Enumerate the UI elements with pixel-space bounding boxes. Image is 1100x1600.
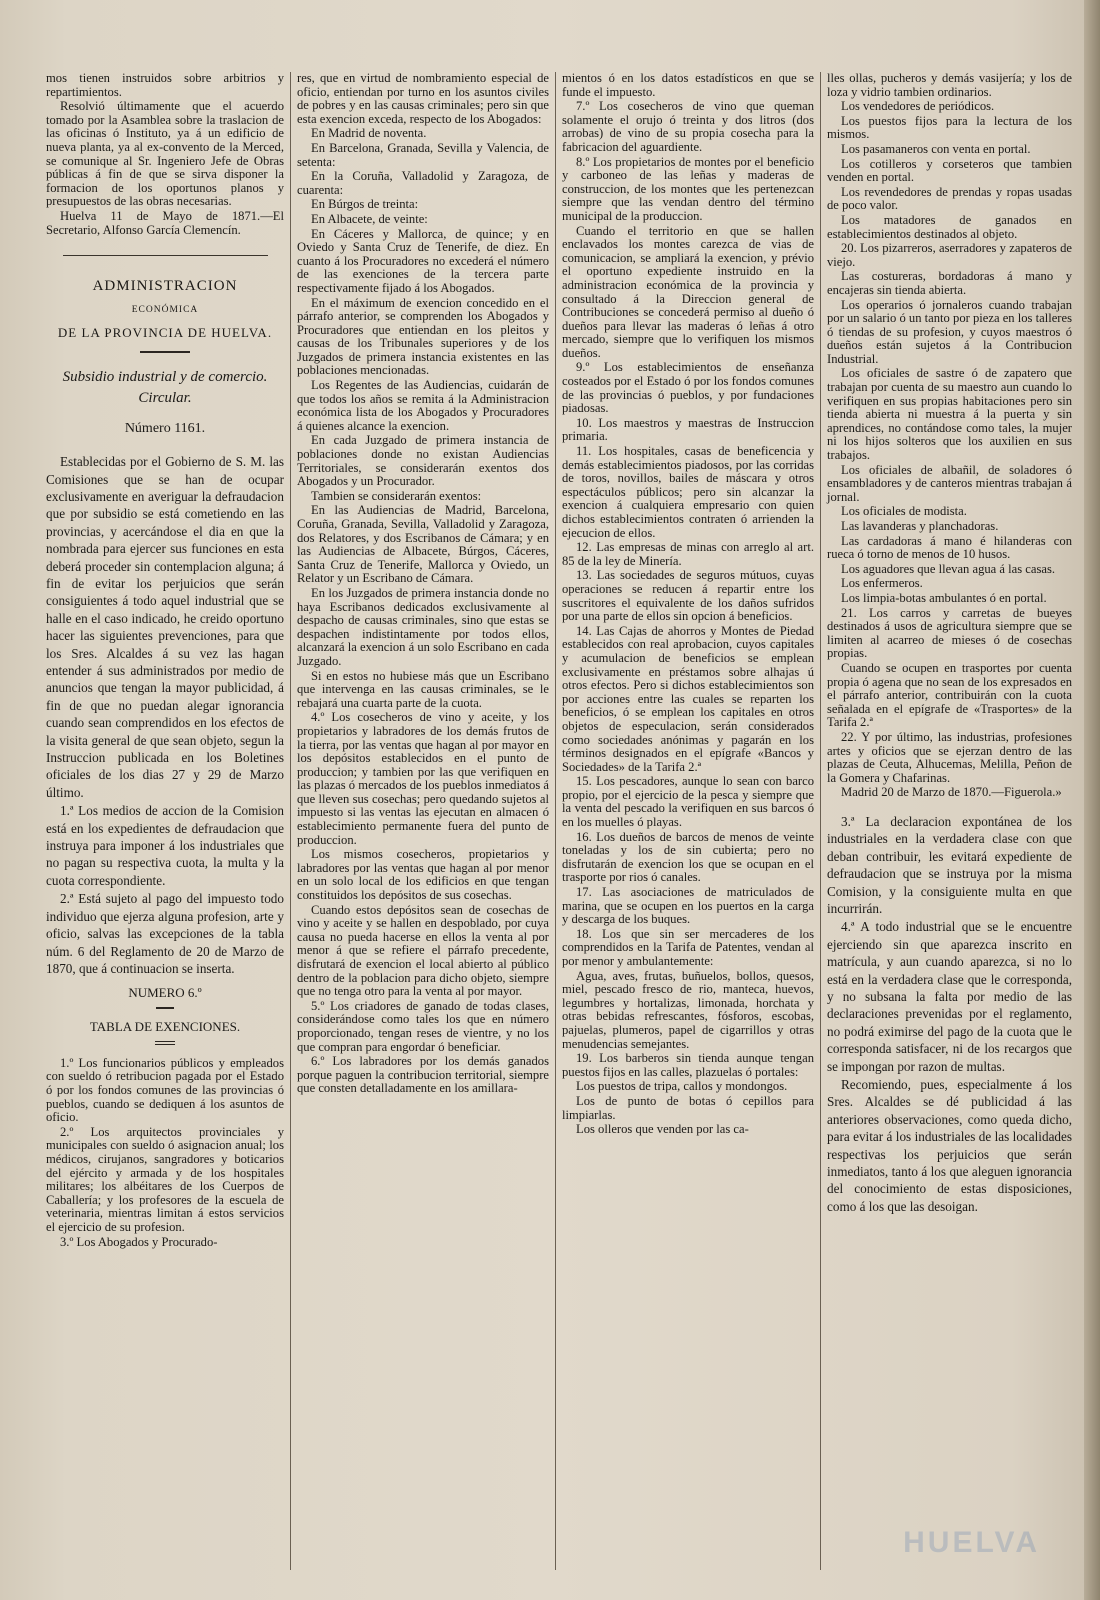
- paragraph: 15. Los pescadores, aunque lo sean con barco propio, por el ejercicio de la pesca y siempre que la venta del pescado la verifiquen en sus barcos ó en los muelles ó playas.: [562, 774, 814, 830]
- ornament-rule: [155, 1041, 175, 1045]
- table-title: TABLA DE EXENCIONES.: [89, 1018, 241, 1034]
- circular-title: Subsidio industrial y de comercio. Circular.: [62, 369, 268, 407]
- paragraph: Los oficiales de sastre ó de zapatero que trabajan por cuenta de su maestro aun cuando lo verifiquen en sus propias habitaciones pero sin tienda abierta ni muestra á la puerta y sin aprendices, no contándose como tales, la mujer ni los hijos solteros que los auxilien en sus trabajos.: [827, 366, 1072, 463]
- paragraph: En el máximum de exencion concedido en el párrafo anterior, se comprenden los Abogados y Procuradores que entiendan en los pleitos y causas de los Tribunales superiores y de los Juzgados de primera instancia existentes en las poblaciones mencionadas.: [297, 295, 549, 378]
- paragraph: En Búrgos de treinta:: [311, 197, 419, 212]
- paragraph: 17. Las asociaciones de matriculados de marina, que se ocupen en los puertos en la carga y descarga de los buques.: [562, 885, 814, 927]
- paragraph: Los oficiales de albañil, de soladores ó ensambladores y de canteros mientras trabajan á jornal.: [827, 462, 1072, 504]
- paragraph: 13. Las sociedades de seguros mútuos, cuyas operaciones se reducen á repartir entre los suscritores el equivalente de los daños sufridos por una parte de ellos sin opcion á beneficios.: [562, 568, 814, 624]
- paragraph: 3.ª La declaracion expontánea de los industriales en la verdadera clase con que deban contribuir, les evitará expediente de defraudacion que se instruya por la misma Comision, y la consiguiente multa en que incurrirán.: [827, 813, 1072, 916]
- paragraph: Los pasamaneros con venta en portal.: [841, 141, 1031, 156]
- paragraph: mientos ó en los datos estadísticos en que se funde el impuesto.: [562, 72, 814, 99]
- paragraph: En Albacete, de veinte:: [311, 211, 428, 226]
- paragraph: 16. Los dueños de barcos de menos de veinte toneladas y los de sin cubierta; pero no disfrutarán de exencion los que se ocupan en el trasporte por rios ó canales.: [562, 829, 814, 885]
- paragraph: Los puestos fijos para la lectura de los mismos.: [827, 113, 1072, 142]
- paragraph: 22. Y por último, las industrias, profesiones artes y oficios que se ejerzan dentro de las plazas de Ceuta, Alhucemas, Melilla, Peñon de la Gomera y Chafarinas.: [827, 729, 1072, 785]
- paragraph: En la Coruña, Valladolid y Zaragoza, de cuarenta:: [297, 169, 549, 197]
- signature-line: Madrid 20 de Marzo de 1870.—Figuerola.»: [841, 785, 1062, 800]
- column-2: [290, 72, 555, 1570]
- paragraph: 4.º Los cosecheros de vino y aceite, y los propietarios y labradores de los demás frutos de la tierra, por las ventas que hagan al por mayor en los depósitos establecidos en el punto de produccion; y tambien por las que verifiquen en las plazas ó mercados de los pueblos inmediatos á que lleven sus cosechas; pero quedando sujetos al impuesto si las ventas las ejecutan en almacen ó establecimiento permanente fuera del punto de produccion.: [297, 710, 549, 847]
- paragraph: 1.º Los funcionarios públicos y empleados con sueldo ó retribucion pagada por el Estado ó por los fondos comunes de las provincias ó pueblos, cuando se dediquen á los asuntos de oficio.: [46, 1055, 284, 1125]
- paragraph: 2.ª Está sujeto al pago del impuesto todo individuo que ejerza alguna profesion, arte y oficio, salvas las excepciones de la tabla núm. 6 del Reglamento de 20 de Marzo de 1870, que á continuacion se inserta.: [46, 891, 284, 976]
- paragraph: 21. Los carros y carretas de bueyes destinados á usos de agricultura siempre que se limiten al acarreo de mieses ó de cosechas propias.: [827, 605, 1072, 661]
- paragraph: Los Regentes de las Audiencias, cuidarán de que todos los años se remita á la Administracion económica lista de los Abogados y Procuradores á quienes alcance la exencion.: [297, 378, 549, 433]
- paragraph: Los de punto de botas ó cepillos para limpiarlas.: [562, 1093, 814, 1122]
- paragraph: 20. Los pizarreros, aserradores y zapateros de viejo.: [827, 241, 1072, 269]
- paragraph: Las lavanderas y planchadoras.: [841, 519, 999, 533]
- paragraph: Los puestos de tripa, callos y mondongos.: [576, 1079, 788, 1094]
- paragraph: Las cardadoras á mano é hilanderas con rueca ó torno de menos de 10 husos.: [827, 533, 1072, 562]
- paragraph: Si en estos no hubiese más que un Escribano que intervenga en las causas criminales, se le rebajará una cuarta parte de la cuota.: [297, 668, 549, 710]
- column-4: [820, 72, 1078, 1570]
- paragraph: En los Juzgados de primera instancia donde no haya Escribanos dedicados exclusivamente al despacho de causas criminales, sino que estas se despachen indistintamente por todos ellos, alcanzará la exencion á un solo Escribano en cada Juzgado.: [297, 585, 549, 668]
- section-province: DE LA PROVINCIA DE HUELVA.: [57, 325, 273, 341]
- column-1: [40, 72, 290, 1570]
- paragraph: Los aguadores que llevan agua á las casas.: [841, 561, 1056, 576]
- paragraph: res, que en virtud de nombramiento especial de oficio, entiendan por turno en los asuntos civiles de pobres y en las causas criminales; pero sin que esta exencion exceda, respecto de los Abogados:: [297, 72, 549, 126]
- signature-line: Huelva 11 de Mayo de 1871.—El Secretario, Alfonso García Clemencín.: [46, 208, 284, 237]
- text-columns: [40, 72, 1078, 1570]
- paragraph: lles ollas, pucheros y demás vasijería; y los de loza y vidrio tambien ordinarios.: [827, 72, 1072, 99]
- paragraph: Recomiendo, pues, especialmente á los Sres. Alcaldes se dé publicidad á las anteriores observaciones, como queda dicho, para evitar á los industriales de las localidades respectivas los perjuicios que serán inmediatos, tanto á los que aleguen ignorancia del conocimiento de estas disposiciones, como á los que las desoigan.: [827, 1076, 1072, 1214]
- ornament-rule: [156, 1007, 174, 1009]
- paragraph: 11. Los hospitales, casas de beneficencia y demás establecimientos piadosos, por las corridas de toros, novillos, bailes de máscara y otros espectáculos públicos; pero sin alcanzar la exencion á cualquiera empresario con quien dichos establecimientos contraten ó arrienden la ejecucion de ellos.: [562, 444, 814, 540]
- paragraph: 1.ª Los medios de accion de la Comision está en los expedientes de defraudacion que instruya para imponer á los industriales que no pagan su respectiva cuota, la multa y la cuota correspondiente.: [46, 803, 284, 888]
- paragraph: Los limpia-botas ambulantes ó en portal.: [841, 590, 1047, 605]
- page-edge: [1084, 0, 1100, 1600]
- paragraph: Tambien se considerarán exentos:: [311, 488, 482, 503]
- paragraph: Los olleros que venden por las ca-: [576, 1122, 749, 1137]
- paragraph: Cuando estos depósitos sean de cosechas de vino y aceite y se hallen en despoblado, por cuya causa no pueda hacerse en ellos la venta al por menor á que se refiere el párrafo precedente, disfrutará de exencion el local abierto al público dentro de la poblacion para dicho objeto, siempre que no tenga otro para la venta al por mayor.: [297, 902, 549, 999]
- table-number: NUMERO 6.º: [128, 985, 202, 1001]
- paragraph: 2.º Los arquitectos provinciales y municipales con sueldo ó asignacion anual; los médicos, cirujanos, sangradores y boticarios del ejército y armada y de los hospitales militares; los albéitares de los Cuerpos de Caballería; y los profesores de la escuela de veterinaria, mientras limitan á estos servicios el ejercicio de su profesion.: [46, 1124, 284, 1234]
- paragraph: 8.º Los propietarios de montes por el beneficio y carboneo de las leñas y maderas de construccion, de los montes que les pertenezcan siempre que las vendan dentro del término municipal de la produccion.: [562, 154, 814, 223]
- paragraph: Los operarios ó jornaleros cuando trabajan por un salario ó un tanto por pieza en los talleres ó tiendas de su profesion, y cuyos maestros ó dueños están sujetos á la Contribucion Industrial.: [827, 297, 1072, 366]
- section-subheading: ECONÓMICA: [131, 305, 199, 316]
- paragraph: En Cáceres y Mallorca, de quince; y en Oviedo y Santa Cruz de Tenerife, de diez. En cuanto á los Procuradores no excederá el número de las exenciones de la tercera parte respectivamente fijado á los Abogados.: [297, 226, 549, 295]
- paragraph: Establecidas por el Gobierno de S. M. las Comisiones que se han de ocupar exclusivamente en averiguar la defraudacion que por subsidio se está cometiendo en las provincias, y acercándose el dia en que la nombrada para ejercer sus funciones en esta deberá proceder sin contemplacion alguna; á fin de evitar los perjuicios que serán consiguientes á todo aquel industrial que se halle en el caso indicado, he creido oportuno hacer las siguientes prevenciones, para que los Sres. Alcaldes á su vez las hagan entender á sus administrados por medio de anuncios que tengan la mayor publicidad, á fin de que no puedan alegar ignorancia cuando sean comprendidos en los efectos de la visita general de que sean objeto, segun la Instruccion publicada en los Boletines oficiales de los dias 27 y 29 de Marzo último.: [46, 454, 284, 800]
- paragraph: Los mismos cosecheros, propietarios y labradores por las ventas que hagan al por menor en un solo local de los edificios en que tengan constituidos los depósitos de sus cosechas.: [297, 847, 549, 903]
- paragraph: 12. Las empresas de minas con arreglo al art. 85 de la ley de Minería.: [562, 540, 814, 568]
- paragraph: En Barcelona, Granada, Sevilla y Valencia, de setenta:: [297, 140, 549, 169]
- paragraph: Los revendedores de prendas y ropas usadas de poco valor.: [827, 184, 1072, 213]
- paragraph: Resolvió últimamente que el acuerdo tomado por la Asamblea sobre la traslacion de las oficinas ó Instituto, ya á un edificio de nueva planta, ya al ex-convento de la Merced, se comunique al Sr. Ingeniero Jefe de Obras públicas á fin de que se sirva disponer la formacion de los oportunos planos y presupuestos de las obras necesarias.: [46, 99, 284, 209]
- column-3: [555, 72, 820, 1570]
- paragraph: En Madrid de noventa.: [311, 126, 427, 141]
- paragraph: 14. Las Cajas de ahorros y Montes de Piedad establecidos con real aprobacion, cuyos capitales y acumulacion de beneficios se emplean exclusivamente en préstamos sobre alhajas ú otros efectos. Pero si dichos establecimientos son por acciones entre las cuales se reparten los beneficios, ó se emplean los capitales en otros objetos de especulacion, serán considerados como sociedades anónimas y pagarán en los términos designados en el epígrafe «Bancos y Sociedades» de la Tarifa 2.ª: [562, 623, 814, 774]
- paragraph: Los vendedores de periódicos.: [841, 99, 995, 114]
- paragraph: 5.º Los criadores de ganado de todas clases, considerándose como tales los que en número proporcionado, tengan reses de vientre, y no los que compran para engordar ó beneficiar.: [297, 998, 549, 1054]
- paragraph: 6.º Los labradores por los demás ganados porque paguen la contribucion territorial, siempre que consten detalladamente en los amillara-: [297, 1054, 549, 1096]
- paragraph: 7.º Los cosecheros de vino que queman solamente el orujo ó treinta y dos litros (dos arrobas) de vino de su propia cosecha para la fabricacion del aguardiente.: [562, 99, 814, 154]
- paragraph: Los enfermeros.: [841, 576, 923, 591]
- circular-number: Número 1161.: [124, 421, 206, 437]
- paragraph: En las Audiencias de Madrid, Barcelona, Coruña, Granada, Sevilla, Valladolid y Zaragoza, dos Relatores, y dos Escribanos de Cámara; y en las Audiencias de Albacete, Búrgos, Cáceres, Santa Cruz de Tenerife, Mallorca y Oviedo, un Relator y un Escribano de Cámara.: [297, 503, 549, 586]
- paragraph: 4.ª A todo industrial que se le encuentre ejerciendo sin que aparezca inscrito en matrícula, y aun cuando aparezca, si no lo está en la verdadera clase que le corresponda, y no subsana la falta por medio de las declaraciones prevenidas por el reglamento, no podrá eximirse del pago de la cuota que le corresponda satisfacer, ni de los recargos que se impongan por razon de multas.: [827, 919, 1072, 1074]
- paragraph: Las costureras, bordadoras á mano y encajeras sin tienda abierta.: [827, 269, 1072, 297]
- paragraph: Cuando el territorio en que se hallen enclavados los montes carezca de vias de comunicacion, se ampliará la exencion, y prévio el oportuno expediente instruido en la administracion económica de la provincia y consultado á la Direccion general de Contribuciones se concederá permiso al dueño ó dueños para llevar las maderas ó leñas á otro mercado, siempre que lo verifiquen los mismos dueños.: [562, 223, 814, 360]
- paragraph: mos tienen instruidos sobre arbitrios y repartimientos.: [46, 72, 284, 99]
- paragraph: Agua, aves, frutas, buñuelos, bollos, quesos, miel, pescado fresco de rio, manteca, huevos, legumbres y hortalizas, limonada, horchata y otras bebidas refrescantes, fósforos, escobas, pajuelas, plumeros, papel de cigarrillos y otras menudencias semejantes.: [562, 968, 814, 1051]
- paragraph: En cada Juzgado de primera instancia de poblaciones donde no existan Audiencias Territoriales, se considerarán exentos dos Abogados y un Procurador.: [297, 433, 549, 489]
- paragraph: 3.º Los Abogados y Procurado-: [60, 1234, 218, 1249]
- paragraph: Los cotilleros y corseteros que tambien venden en portal.: [827, 156, 1072, 185]
- library-stamp: HUELVA: [903, 1526, 1040, 1559]
- section-rule: [63, 255, 268, 256]
- ornament-rule: [140, 351, 190, 353]
- paragraph: Los matadores de ganados en establecimientos destinados al objeto.: [827, 212, 1072, 241]
- section-heading: ADMINISTRACION: [92, 278, 238, 295]
- paragraph: 10. Los maestros y maestras de Instruccion primaria.: [562, 415, 814, 444]
- paragraph: 18. Los que sin ser mercaderes de los comprendidos en la Tarifa de Patentes, vendan al por menor y ambulantemente:: [562, 926, 814, 968]
- paragraph: 19. Los barberos sin tienda aunque tengan puestos fijos en las calles, plazuelas ó portales:: [562, 1051, 814, 1079]
- paragraph: Los oficiales de modista.: [841, 504, 967, 519]
- paragraph: Cuando se ocupen en trasportes por cuenta propia ó agena que no sean de los expresados en el párrafo anterior, contribuirán con la cuota señalada en el epígrafe de «Trasportes» de la Tarifa 2.ª: [827, 660, 1072, 730]
- paragraph: 9.º Los establecimientos de enseñanza costeados por el Estado ó por los fondos comunes de las provincias ó pueblos, y por fundaciones piadosas.: [562, 360, 814, 416]
